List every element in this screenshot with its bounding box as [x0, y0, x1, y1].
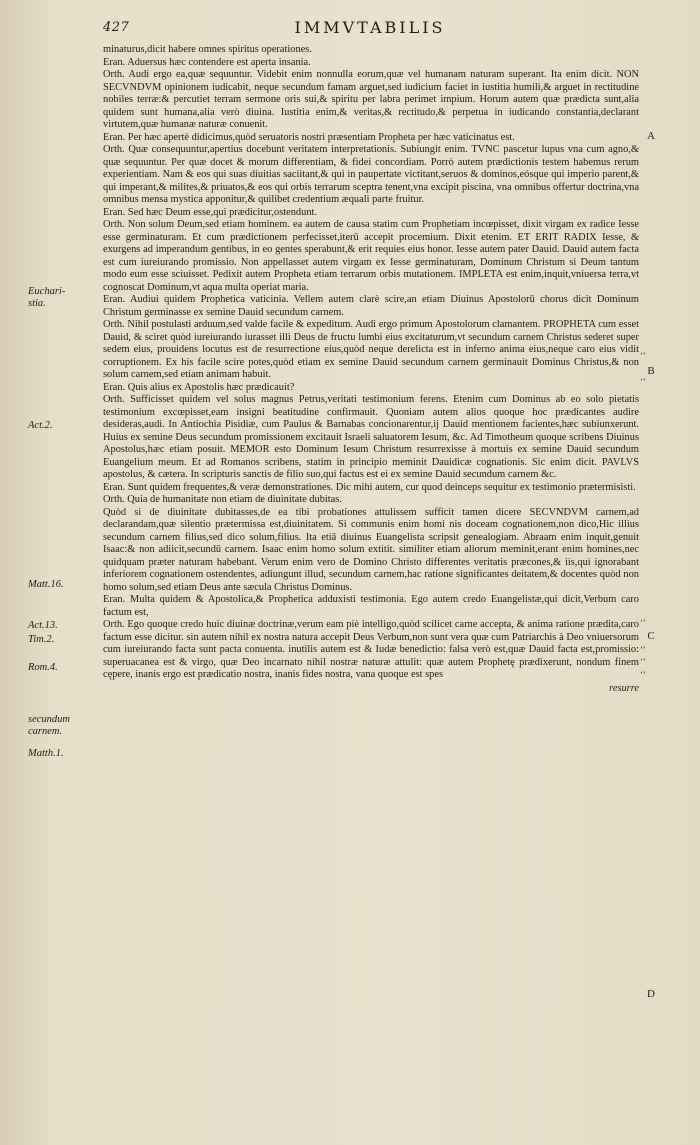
margin-note: secundum — [28, 714, 70, 725]
paragraph: Quòd si de diuinitate dubitasses,de ea tibi probationes attulissem sufficit tamen dicere SECVNDVM carnem,ad declarandam,quæ silentio prætermissa est,diuinitatem. Si communis enim homi nis doceam cognationem,non dico,Hic illius secundum carnem filius,sed dico solum,filius. Ita etiā diuinus Euangelista scripsit genealogiam. Abraam enim inquit,genuit Isaac:& non adiicit,secundū carnem. Isaac enim homo solum extitit. similiter etiam aliorum meminit,erant enim homines,nec quidquam præter naturam habebant. Verum enim vero de Domino Christo differentes veritatis præcones,& iis,qui ignorabant inferiorem cognationem ostendentes, adiungunt illud, secundum carnem,hac ratione significantes deitatem,& docentes quòd non homo solum,sed etiam Deus ante sæcula Christus Dominus. — [103, 506, 639, 593]
paragraph: Eran. Sed hæc Deum esse,qui prædicitur,ostendunt. — [103, 206, 317, 218]
paragraph: Eran. Quis alius ex Apostolis hæc prædicauit? — [103, 381, 295, 393]
paragraph: Orth. Audi ergo ea,quæ sequuntur. Videbit enim nonnulla eorum,quæ vel humanam naturam superant. Ita enim dicit. NON SECVNDVM opinionem iudicabit, neque secundum famam arguet,sed iudicium faciet in iustitia humili,& arguet in rectitudine nobiles terræ:& percutiet terram sermone oris sui,& spiritu per labra perimet impium. Horum autem quæ prædicta sunt,alia quidem sunt humana,alia verò diuina. Iustitia enim,& veritas,& rectitudo,& perpetua in iudicando constantia,declarant virtutem,quæ humanæ naturæ conuenit. — [103, 69, 639, 130]
paragraph: Eran. Multa quidem & Apostolica,& Prophetica adduxisti testimonia. Ego autem credo Euangelistæ,qui dicit,Verbum caro factum est, — [103, 594, 639, 618]
margin-note: Tim.2. — [28, 634, 55, 645]
section-letter: B — [647, 365, 655, 377]
page-header — [0, 18, 700, 40]
section-letter: C — [647, 630, 655, 642]
quotation-mark-icon: ‘‘ — [640, 352, 646, 362]
margin-note: Euchari- — [28, 286, 66, 297]
quotation-mark-icon: ‘‘ — [640, 671, 646, 681]
page-number: 427 — [103, 20, 130, 35]
main-text — [103, 44, 639, 695]
paragraph: minaturus,dicit habere omnes spiritus operationes. — [103, 44, 312, 55]
margin-note: Act.2. — [28, 420, 53, 431]
section-letter: A — [647, 130, 655, 142]
paragraph: Eran. Sunt quidem frequentes,& veræ demonstrationes. Dic mihi autem, cur quod deinceps sequitur ex testimonio prætermisisti. — [103, 481, 636, 493]
paragraph: Eran. Audiui quidem Prophetica vaticinia. Vellem autem clarè scire,an etiam Diuinus Apostolorū chorus dicit Dominum Christum germinasse ex semine Dauid secundum carnem. — [103, 294, 639, 318]
quotation-mark-icon: ‘‘ — [640, 658, 646, 668]
paragraph: Orth. Ego quoque credo huic diuinæ doctrinæ,verum eam piè intelligo,quòd scilicet carne accepta, & anima ratione prædita,caro factum esse dicitur. sin autem nihil ex nostra natura accepit Deus Verbum,non sunt vera quæ cum Patriarchis à Deo vniuersorum cum iureiurando facta sunt pacta conuenta. inutilis autem est & Iudæ benedictio: falsa verò est,quæ Dauid facta est,promissio: superuacanea est & virgo, quæ Deo incarnato nihil nostræ naturæ attulit: quæ autem Prophetę prædixerunt, nondum finem cępere, inanis ergo est prædicatio nostra, inanis fides nostra, vana quoque est spes — [103, 619, 639, 680]
quotation-mark-icon: ‘‘ — [640, 646, 646, 656]
margin-note: Matt.16. — [28, 579, 64, 590]
margin-note: Matth.1. — [28, 748, 64, 759]
running-head: IMMVTABILIS — [294, 18, 446, 37]
paragraph: Eran. Per hæc apertè didicimus,quòd seruatoris nostri præsentiam Propheta per hæc vaticinatus est. — [103, 131, 515, 143]
margin-note: Act.13. — [28, 620, 58, 631]
paragraph: Eran. Aduersus hæc contendere est aperta insania. — [103, 56, 311, 68]
section-letter: D — [647, 988, 655, 1000]
paragraph: Orth. Sufficisset quidem vel solus magnus Petrus,veritati testimonium ferens. Etenim cum Dominus ab eo solo pietatis testimonium excœpisset,eam insigni beatitudine confirmauit. Quoniam autem alios quoque hoc prædicantes audire desideras,audi. In Antiochia Pisidiæ, cum Paulus & Barnabas concionarentur,ij Dauid mentionem facientes,hæc subiunxerunt. Huius ex semine Deus secundum promissionem excitauit Israeli saluatorem Iesum, &c. Ad Timotheum quoque scribens Diuinus Apostolus,hæc etiam posuit. MEMOR esto Dominum Iesum Christum resurrexisse à mortuis ex semine Dauid secundum Euangelium meum. Et ad Romanos scribens, statim in principio meminit Dauidicæ cognationis. Sic enim dicit. PAVLVS apostolus, & cætera. In scripturis sanctis de filio suo,qui factus est ei ex semine Dauid secundum carnem &c. — [103, 394, 639, 480]
paragraph: Orth. Quæ consequuntur,apertius docebunt veritatem interpretationis. Subiungit enim. TVNC pascetur lupus vna cum agno,& quæ sequuntur. Per quæ docet & morum differentiam, & fidei concordiam. Porrò autem prædictionis testem habemus rerum experientiam. Nam & eos qui suas diuitias saciitant,& qui in paupertate victitant,seruos & dominos,eósque qui imperio parent,& qui imperant,& milites,& priuatos,& eos qui orbis terrarum sceptra tenent,vna excipit piscina, vna omnibus offertur doctrina,vna omnibus mensa mystica apponitur,& quilibet credentium æquali parte fruitur. — [103, 144, 639, 205]
margin-note: carnem. — [28, 726, 63, 737]
catchword: resurre — [609, 682, 639, 694]
paragraph: Orth. Non solum Deum,sed etiam hominem. ea autem de causa statim cum Prophetiam incœpisset, dixit virgam ex radice Iesse esse germinaturam. Et cum prædictionem perfecisset,iterū accepit procemium. Dixit etenim. ET ERIT RADIX Iesse, & exurgens ad imperandum gentibus, in eo gentes sperabunt,& erit requies eius honor. Iesse autem pater Dauid. Dauid autem facta est cum iureiurando promissio. Non appellasset autem virgam ex Iesse germinaturam, Dominum Christum si Deum tantum modo eum esse sciuisset. Pedixit autem Propheta etiam terrarum orbis mutationem. IMPLETA est enim,inquit,vniuersa terra,vt cognoscat Dominum,vt aqua multa operiat maria. — [103, 219, 639, 293]
paragraph: Orth. Nihil postulasti arduum,sed valde facile & expeditum. Audi ergo primum Apostolorum clamantem. PROPHETA cum esset Dauid, & sciret quòd iureiurando iurasset illi Deus de fructu lumbi eius excitaturum,vt secundum carnem Christus sederet super sedem eius, prouidens locutus est de resurrectione eius,quòd neque derelicta est in inferno anima eius,neque caro eius vidit corruptionem. Ex his facile scire potes,quòd etiam ex semine Dauid secundum carnem germinauit Dominus Christus,& non solum carnem,sed etiam animam habuit. — [103, 319, 639, 380]
margin-note: stia. — [28, 298, 46, 309]
paragraph: Orth. Quia de humanitate non etiam de diuinitate dubitas. — [103, 494, 342, 505]
quotation-mark-icon: ‘‘ — [640, 378, 646, 388]
margin-note: Rom.4. — [28, 662, 58, 673]
quotation-mark-icon: ‘‘ — [640, 619, 646, 629]
